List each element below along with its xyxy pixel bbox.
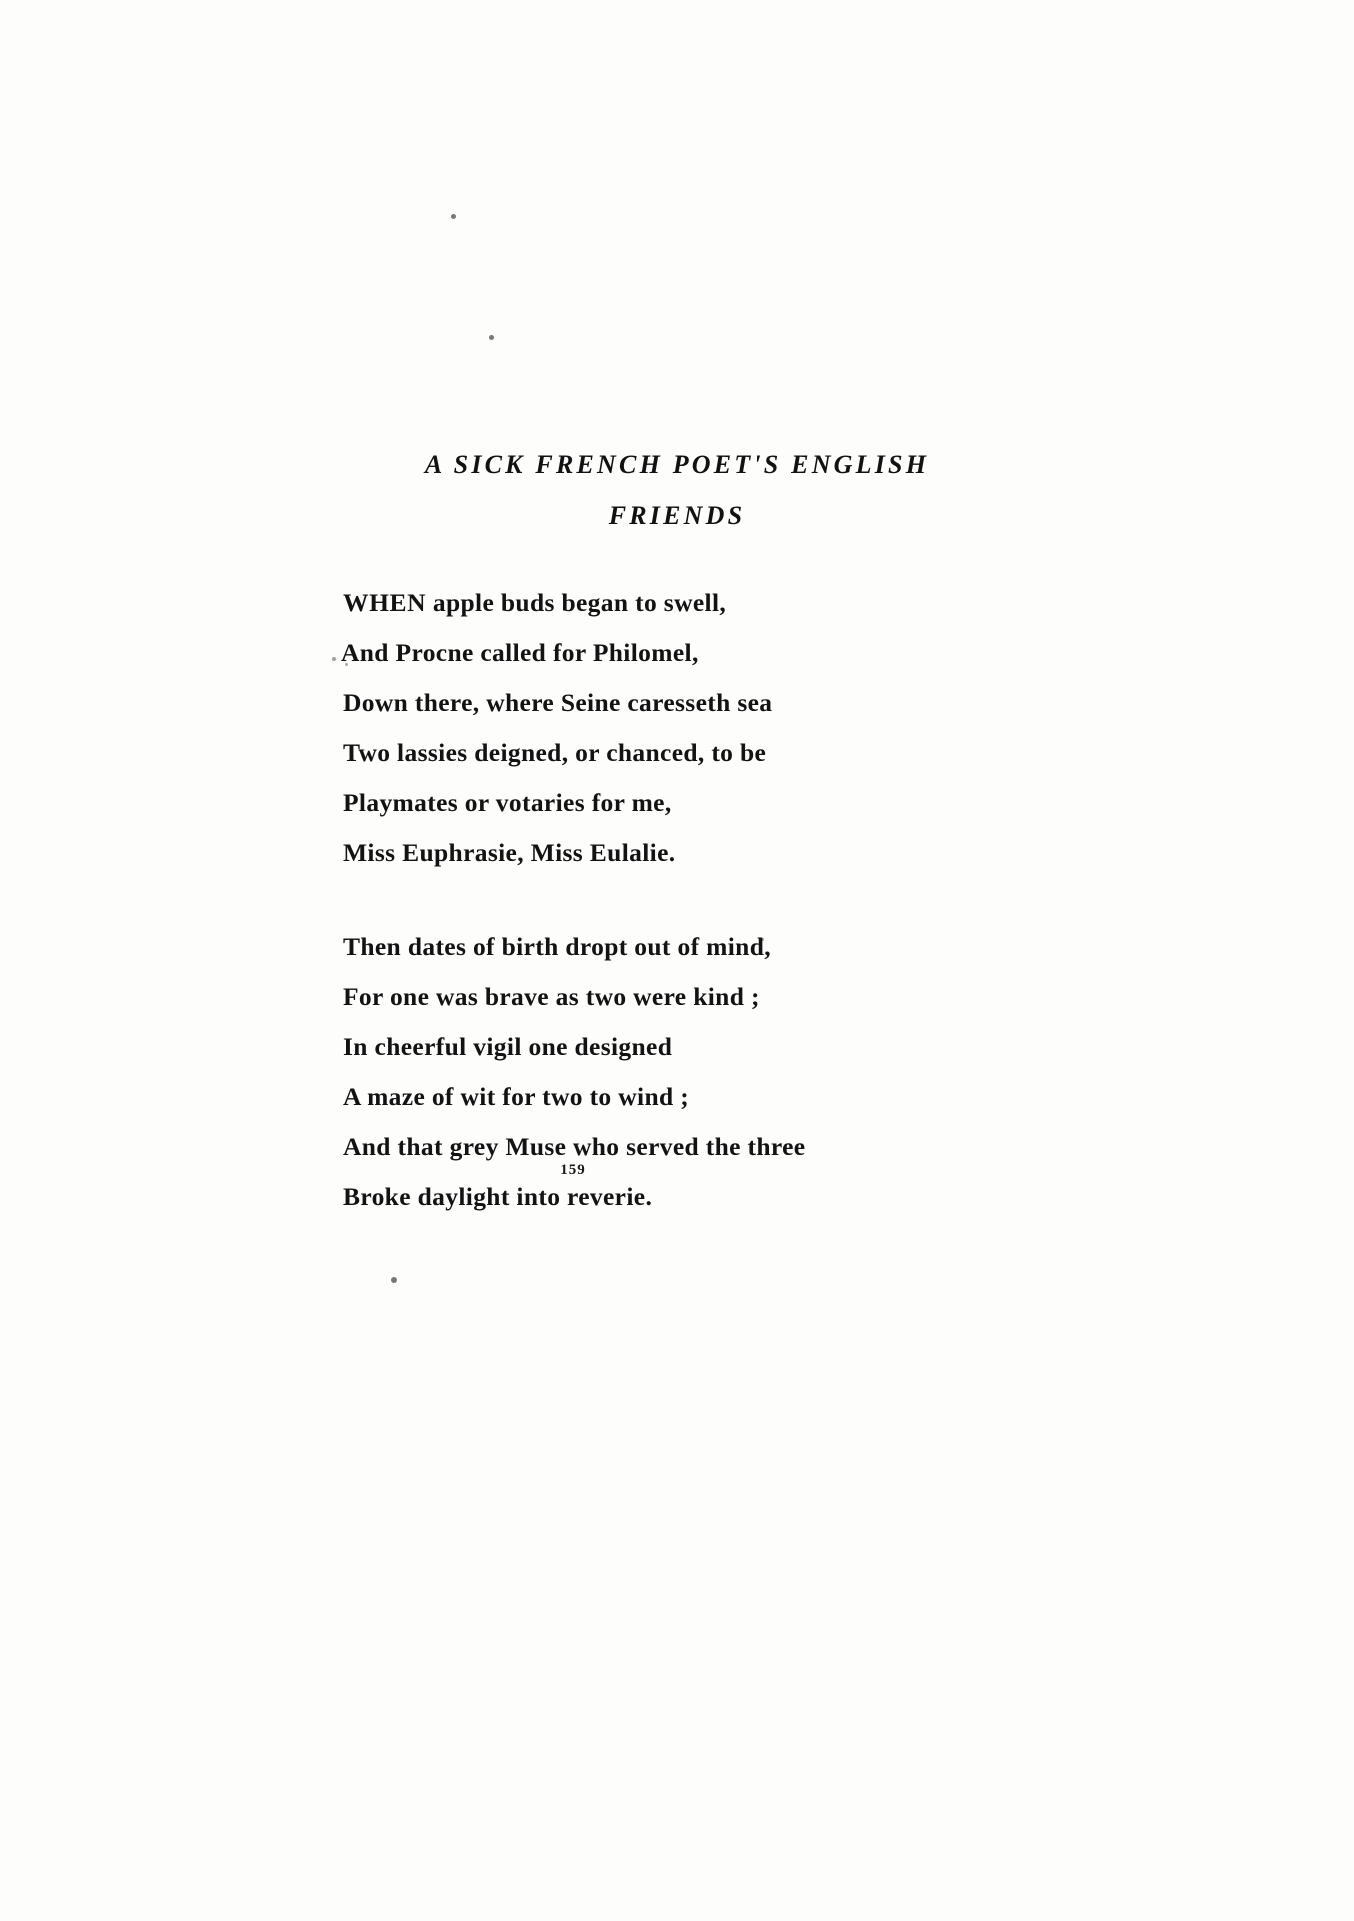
poem-line [343,1172,1043,1222]
poem-line-text: apple buds began to swell, [426,588,727,617]
poem-line [343,972,1043,1022]
scan-speck-icon [451,214,456,219]
poem-line-text: Miss Euphrasie, Miss Eulalie. [343,838,676,867]
page-number: 159 [560,1162,586,1178]
poem-title-line-2: FRIENDS [608,500,746,530]
poem-line [343,1022,1043,1072]
poem-line-text: Broke daylight into reverie. [343,1182,653,1211]
poem-line-text: Playmates or votaries for me, [343,788,672,817]
poem-line [343,1072,1043,1122]
scan-speck-icon [391,1277,397,1283]
poem-line-text: For one was brave as two were kind ; [343,982,760,1011]
poem-line-text: Then dates of birth dropt out of mind, [343,932,771,961]
poem-line [343,678,1043,728]
scan-speck-icon [332,657,336,661]
poem-line-text: A maze of wit for two to wind ; [343,1082,690,1111]
poem-line [343,828,1043,878]
stanza [343,578,1043,878]
poem-line [343,578,1043,628]
poem-title [0,440,1354,541]
poem-line-smallcaps: WHEN [343,588,427,617]
poem-line [343,778,1043,828]
scan-speck-icon [489,335,494,340]
poem-title-line-1: A SICK FRENCH POET'S ENGLISH [424,450,930,479]
poem-line-text: Two lassies deigned, or chanced, to be [343,738,767,767]
poem-line-text: And Procne called for Philomel, [341,638,699,667]
poem-line-text: In cheerful vigil one designed [343,1032,673,1061]
poem-line-text: And that grey Muse who served the three [343,1132,806,1161]
poem-line-text: Down there, where Seine caresseth sea [343,688,773,717]
poem-line [343,922,1043,972]
poem-line [343,728,1043,778]
poem-line [341,628,1043,678]
